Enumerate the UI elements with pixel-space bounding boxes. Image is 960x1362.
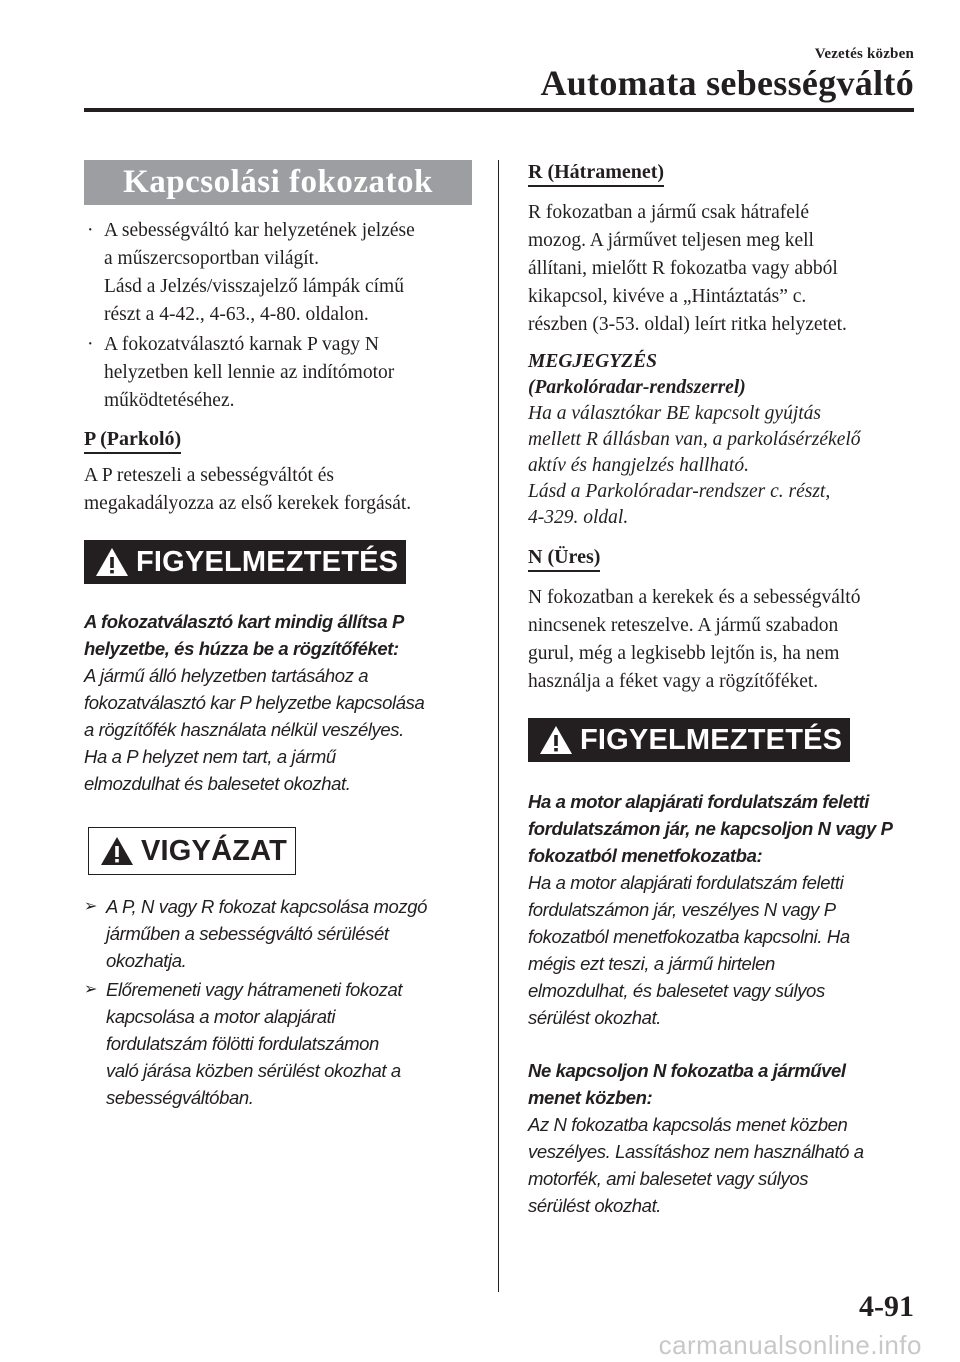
bullet-dot: · (87, 334, 94, 355)
right-column (528, 160, 916, 1219)
bullet-item: · A sebességváltó kar helyzetének jelzése a műszercsoportban világít. Lásd a Jelzés/visszajelző lámpák című részt a 4-42., 4-63., 4-80. oldalon. (84, 217, 472, 329)
warning-text-right: Ha a motor alapjárati fordulatszám feletti fordulatszámon jár, ne kapcsoljon N vagy P fokozatból menetfokozatba: Ha a motor alapjárati fordulatszám feletti fordulatszámon jár, veszélyes N vagy P fokozatból menetfokozatba kapcsolni. Ha mégis ezt teszi, a jármű hirtelen elmozdulhat, és balesetet vagy súlyos sérülést okozhat. Ne kapcsoljon N fokozatba a járművel menet közben: Az N fokozatba kapcsolás menet közben veszélyes. Lassításhoz nem használható a motorfék, ami balesetet vagy súlyos sérülést okozhat. (528, 791, 893, 1216)
caution-badge: VIGYÁZAT (88, 827, 296, 875)
caution-triangle-icon (99, 835, 135, 867)
warning-triangle-icon (94, 546, 130, 578)
r-reverse-text: R fokozatban a jármű csak hátrafelé mozog. A járművet teljesen meg kell állítani, mielőtt R fokozatba vagy abból kikapcsol, kivéve a „Hintáztatás” c. részben (3-53. oldal) leírt ritka helyzetet. (528, 202, 847, 335)
header-rule (84, 108, 914, 112)
heading-r-reverse: R (Hátramenet) (528, 160, 664, 187)
caution-list (84, 893, 472, 1111)
note-block: MEGJEGYZÉS (Parkolóradar-rendszerrel) Ha a választókar BE kapcsolt gyújtás mellett R állásban van, a parkolásérzékelő aktív és hangjelzés hallható. Lásd a Parkolóradar-rendszer c. részt, 4-329. oldal. (528, 351, 861, 528)
warning-badge: FIGYELMEZTETÉS (528, 718, 850, 762)
warning-badge: FIGYELMEZTETÉS (84, 540, 406, 584)
header-title: Automata sebességváltó (540, 63, 914, 103)
caution-item: ➢ Előremeneti vagy hátrameneti fokozat kapcsolása a motor alapjárati fordulatszám fölötti fordulatszámon való járása közben sérülést okozhat a sebességváltóban. (84, 976, 472, 1111)
bullet-item: · A fokozatválasztó karnak P vagy N helyzetben kell lennie az indítómotor működtetéséhez. (84, 331, 472, 415)
column-divider (498, 160, 499, 1292)
caution-item: ➢ A P, N vagy R fokozat kapcsolása mozgó járműben a sebességváltó sérülését okozhatja. (84, 893, 472, 974)
header-subtitle: Vezetés közben (814, 46, 914, 62)
arrow-bullet-icon: ➢ (84, 898, 98, 915)
n-neutral-text: N fokozatban a kerekek és a sebességváltó nincsenek reteszelve. A jármű szabadon gurul, még a legkisebb lejtőn is, ha nem használja a féket vagy a rögzítőféket. (528, 587, 861, 692)
page-number: 4-91 (859, 1290, 914, 1323)
warning-triangle-icon (538, 724, 574, 756)
watermark: carmanualsonline.info (658, 1330, 922, 1360)
section-banner: Kapcsolási fokozatok (84, 160, 472, 205)
warning-text-left: A fokozatválasztó kart mindig állítsa P helyzetbe, és húzza be a rögzítőféket: A jármű álló helyzetben tartásához a fokozatválasztó kar P helyzetbe kapcsolása a rögzítőfék használata nélkül veszélyes. Ha a P helyzet nem tart, a jármű elmozdulhat és balesetet okozhat. (84, 611, 425, 794)
bullet-dot: · (87, 220, 94, 241)
heading-p-park: P (Parkoló) (84, 427, 181, 454)
arrow-bullet-icon: ➢ (84, 981, 98, 998)
intro-bullets (84, 217, 472, 415)
left-column (84, 160, 472, 1113)
heading-n-neutral: N (Üres) (528, 545, 600, 572)
p-park-text: A P reteszeli a sebességváltót és megakadályozza az első kerekek forgását. (84, 465, 412, 514)
